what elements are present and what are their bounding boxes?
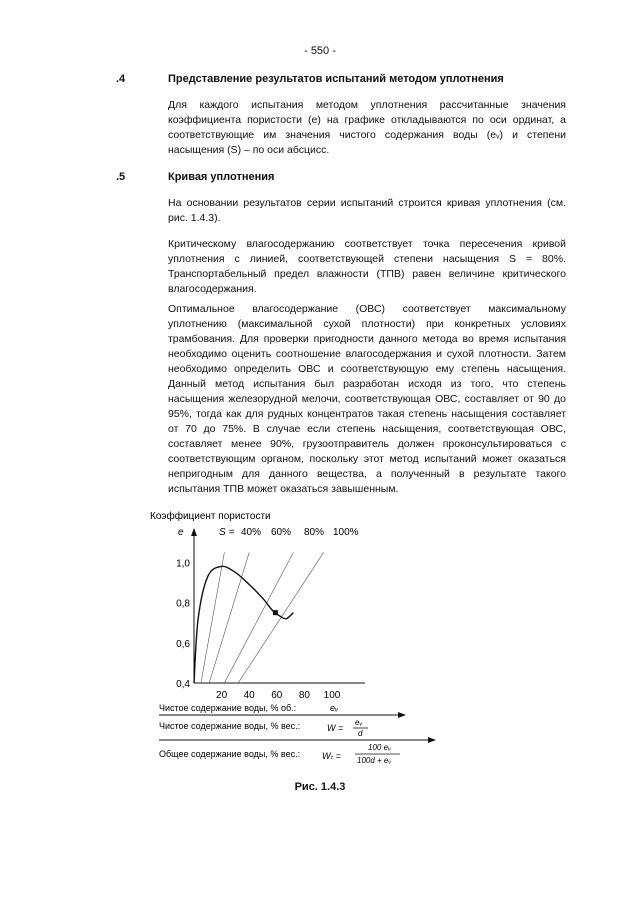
x-tick-label: 20: [216, 690, 228, 701]
s-line-label-80: 80%: [304, 527, 325, 538]
formula-w-denominator: d: [358, 729, 363, 738]
saturation-line-40: [201, 552, 224, 683]
formula-wt-numerator: 100 eᵥ: [368, 743, 391, 752]
y-tick-label: 0,8: [176, 598, 190, 610]
x-tick-label: 40: [243, 690, 255, 701]
s-line-label-60: 60%: [271, 527, 292, 538]
formula-wt-lhs: Wₜ =: [322, 751, 341, 761]
s-lines-label-prefix: S =: [219, 527, 235, 538]
section-4-number: .4: [116, 73, 126, 85]
x-tick-label: 80: [298, 690, 310, 701]
section-4-paragraph: Для каждого испытания методом уплотнения рассчитанные значения коэффициента пористости (e) на графике откладываются по оси ординат, а соответствующие им значения чистого содержания воды (eᵥ) и степени насыщения (S) – по оси абсцисс.: [168, 99, 566, 156]
s-line-label-100: 100%: [333, 527, 359, 538]
axis-caption-volume: Чистое содержание воды, % об.:: [159, 703, 297, 713]
section-5-paragraph-1: На основании результатов серии испытаний строится кривая уплотнения (см. рис. 1.4.3).: [168, 197, 566, 224]
x-tick-label: 100: [323, 690, 341, 701]
y-tick-label: 0,4: [176, 679, 190, 690]
saturation-line-60: [209, 552, 249, 683]
optimum-point-marker: [273, 610, 278, 615]
formula-w-numerator: eᵥ: [355, 718, 363, 727]
section-5-number: .5: [116, 171, 126, 183]
section-5-paragraph-2: Критическому влагосодержанию соответствует точка пересечения кривой уплотнения с линией, соответствующей степени насыщения S = 80%. Транспортабельный предел влажности (ТПВ) равен величине критического влагосодержания.: [168, 238, 566, 295]
x-tick-label: 60: [271, 690, 283, 701]
s-line-label-40: 40%: [241, 527, 262, 538]
page-number: - 550 -: [304, 45, 336, 57]
axis-caption-total: Общее содержание воды, % вес.:: [159, 749, 301, 759]
y-tick-label: 0,6: [176, 638, 190, 650]
compaction-curve: [194, 566, 293, 683]
axis-caption-weight: Чистое содержание воды, % вес.:: [159, 721, 301, 731]
y-tick-label: 1,0: [176, 558, 190, 570]
section-5-paragraph-3: Оптимальное влагосодержание (ОВС) соответствует максимальному уплотнению (максимальной сухой плотности) при конкретных условиях трамбования. Для проверки пригодности данного метода во время испытания необходимо оценить соотношение влагосодержания и сухой плотности. Затем необходимо определить ОВС и соответствующую ему степень насыщения. Данный метод испытания был разработан исходя из того, что степень насыщения железорудной мелочи, соответствующая ОВС, составляет от 90 до 95%, тогда как для рудных концентратов такая степень насыщения составляет от 70 до 75%. В случае если степень насыщения, соответствующая ОВС, составляет менее 90%, грузоотправитель должен проконсультироваться с соответствующим органом, поскольку этот метод испытаний может оказаться непригодным для данного вещества, а полученный в результате такого испытания ТПВ может оказаться завышенным.: [168, 303, 566, 495]
figure-caption: Рис. 1.4.3: [294, 781, 346, 793]
y-axis-title: Коэффициент пористости: [150, 511, 271, 522]
section-5-title: Кривая уплотнения: [168, 171, 275, 183]
y-axis-symbol: e: [178, 527, 184, 538]
saturation-line-100: [238, 552, 324, 683]
axis-caption-volume-symbol: eᵥ: [330, 703, 339, 713]
formula-w-lhs: W =: [327, 723, 344, 733]
formula-wt-denominator: 100d + eᵥ: [357, 756, 392, 765]
section-4-title: Представление результатов испытаний методом уплотнения: [168, 73, 504, 85]
compaction-curve-figure: [150, 505, 440, 770]
